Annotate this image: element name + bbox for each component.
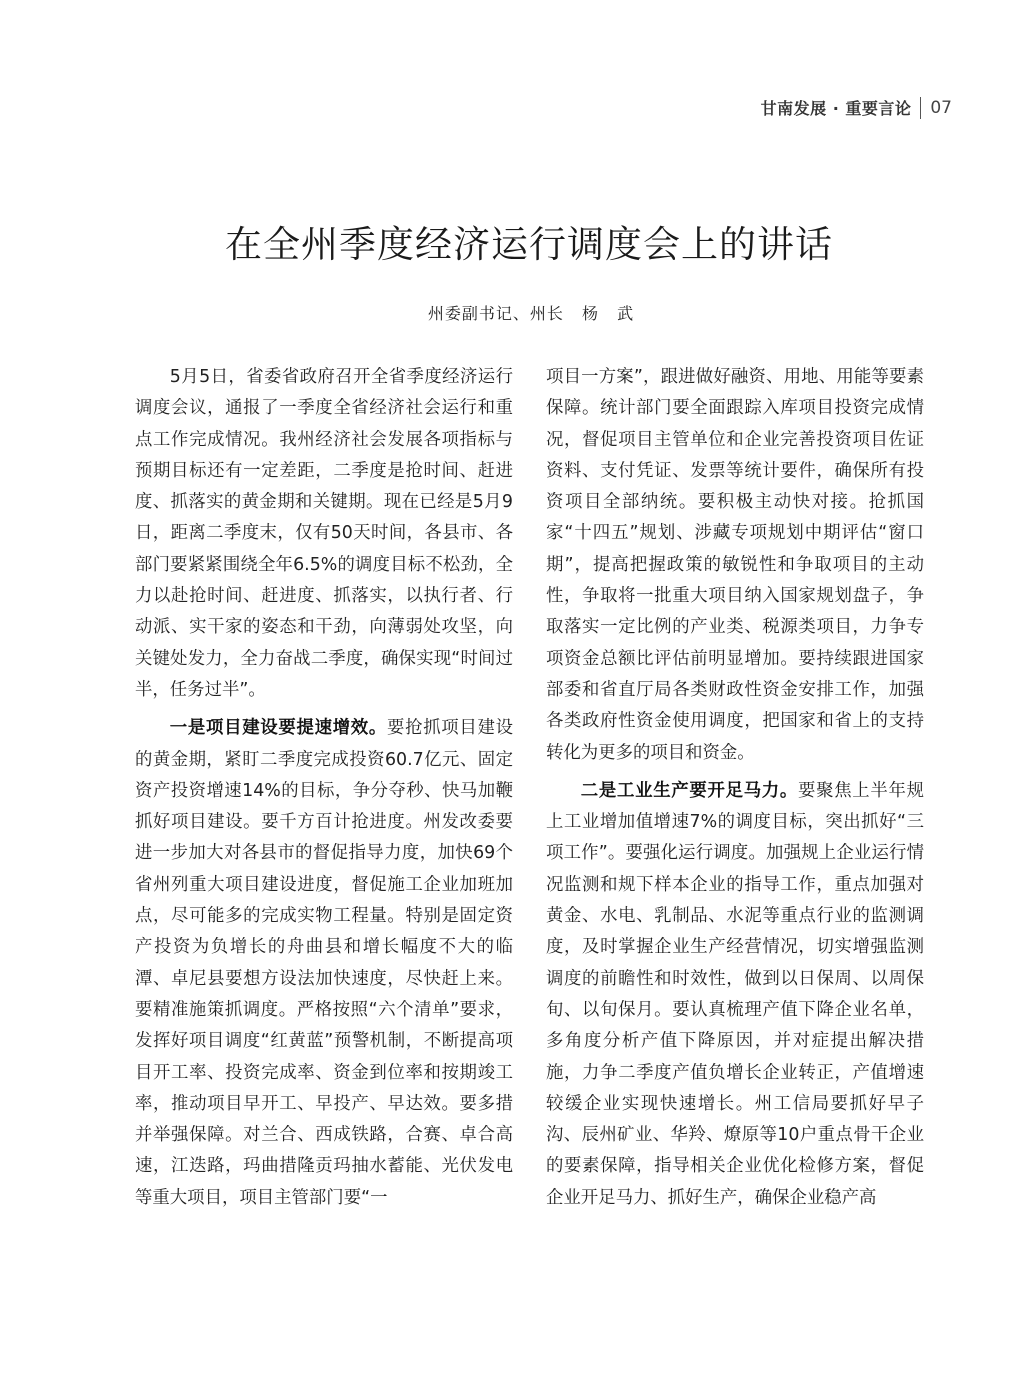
paragraph-intro: 5月5日，省委省政府召开全省季度经济运行调度会议，通报了一季度全省经济社会运行和重点工作完成情况。我州经济社会发展各项指标与预期目标还有一定差距，二季度是抢时间、赶进度、抓落实的黄金期和关键期。现在已经是5月9日，距离二季度末，仅有50天时间，各县市、各部门要紧紧围绕全年6.5%的调度目标不松劲，全力以赴抢时间、赶进度、抓落实，以执行者、行动派、实干家的姿态和干劲，向薄弱处攻坚，向关键处发力，全力奋战二季度，确保实现“时间过半，任务过半”。 [135, 367, 513, 700]
paragraph-continued: 项目一方案”，跟进做好融资、用地、用能等要素保障。统计部门要全面跟踪入库项目投资完成情况，督促项目主管单位和企业完善投资项目佐证资料、支付凭证、发票等统计要件，确保所有投资项目全部纳统。要积极主动快对接。抢抓国家“十四五”规划、涉藏专项规划中期评估“窗口期”，提高把握政策的敏锐性和争取项目的主动性，争取将一批重大项目纳入国家规划盘子，争取落实一定比例的产业类、税源类项目，力争专项资金总额比评估前明显增加。要持续跟进国家部委和省直厅局各类财政性资金安排工作，加强各类政府性资金使用调度，把国家和省上的支持转化为更多的项目和资金。 [546, 367, 924, 763]
paragraph-body: 要聚焦上半年规上工业增加值增速7%的调度目标，突出抓好“三项工作”。要强化运行调度。加强规上企业运行情况监测和规下样本企业的指导工作，重点加强对黄金、水电、乳制品、水泥等重点行业的监测调度，及时掌握企业生产经营情况，切实增强监测调度的前瞻性和时效性，做到以日保周、以周保旬、以旬保月。要认真梳理产值下降企业名单，多角度分析产值下降原因，并对症提出解决措施，力争二季度产值负增长企业转正，产值增速较缓企业实现快速增长。州工信局要抓好早子沟、辰州矿业、华羚、燎原等10户重点骨干企业的要素保障，指导相关企业优化检修方案，督促企业开足马力、抓好生产，确保企业稳产高 [546, 780, 924, 1208]
paragraph-project-construction [135, 713, 513, 1214]
running-header [761, 96, 952, 119]
paragraph-body: 要抢抓项目建设的黄金期，紧盯二季度完成投资60.7亿元、固定资产投资增速14%的目标，争分夺秒、快马加鞭抓好项目建设。要千方百计抢进度。州发改委要进一步加大对各县市的督促指导力度，加快69个省州列重大项目建设进度，督促施工企业加班加点，尽可能多的完成实物工程量。特别是固定资产投资为负增长的舟曲县和增长幅度不大的临潭、卓尼县要想方设法加快速度，尽快赶上来。要精准施策抓调度。严格按照“六个清单”要求，发挥好项目调度“红黄蓝”预警机制，不断提高项目开工率、投资完成率、资金到位率和按期竣工率，推动项目早开工、早投产、早达效。要多措并举强保障。对兰合、西成铁路，合赛、卓合高速，江迭路，玛曲措隆贡玛抽水蓄能、光伏发电等重大项目，项目主管部门要“一 [135, 718, 513, 1208]
section-title: 甘南发展 · 重要言论 [760, 99, 912, 118]
header-divider [920, 97, 921, 119]
paragraph-lead: 二是工业生产要开足马力。 [580, 780, 798, 801]
page-number: 07 [930, 97, 952, 118]
right-column [546, 362, 924, 1214]
article-byline: 州委副书记、州长 杨 武 [427, 304, 635, 323]
article-title: 在全州季度经济运行调度会上的讲话 [225, 223, 833, 266]
paragraph-industrial-production [546, 776, 924, 1214]
paragraph-lead: 一是项目建设要提速增效。 [169, 718, 387, 739]
left-column [135, 362, 513, 1214]
